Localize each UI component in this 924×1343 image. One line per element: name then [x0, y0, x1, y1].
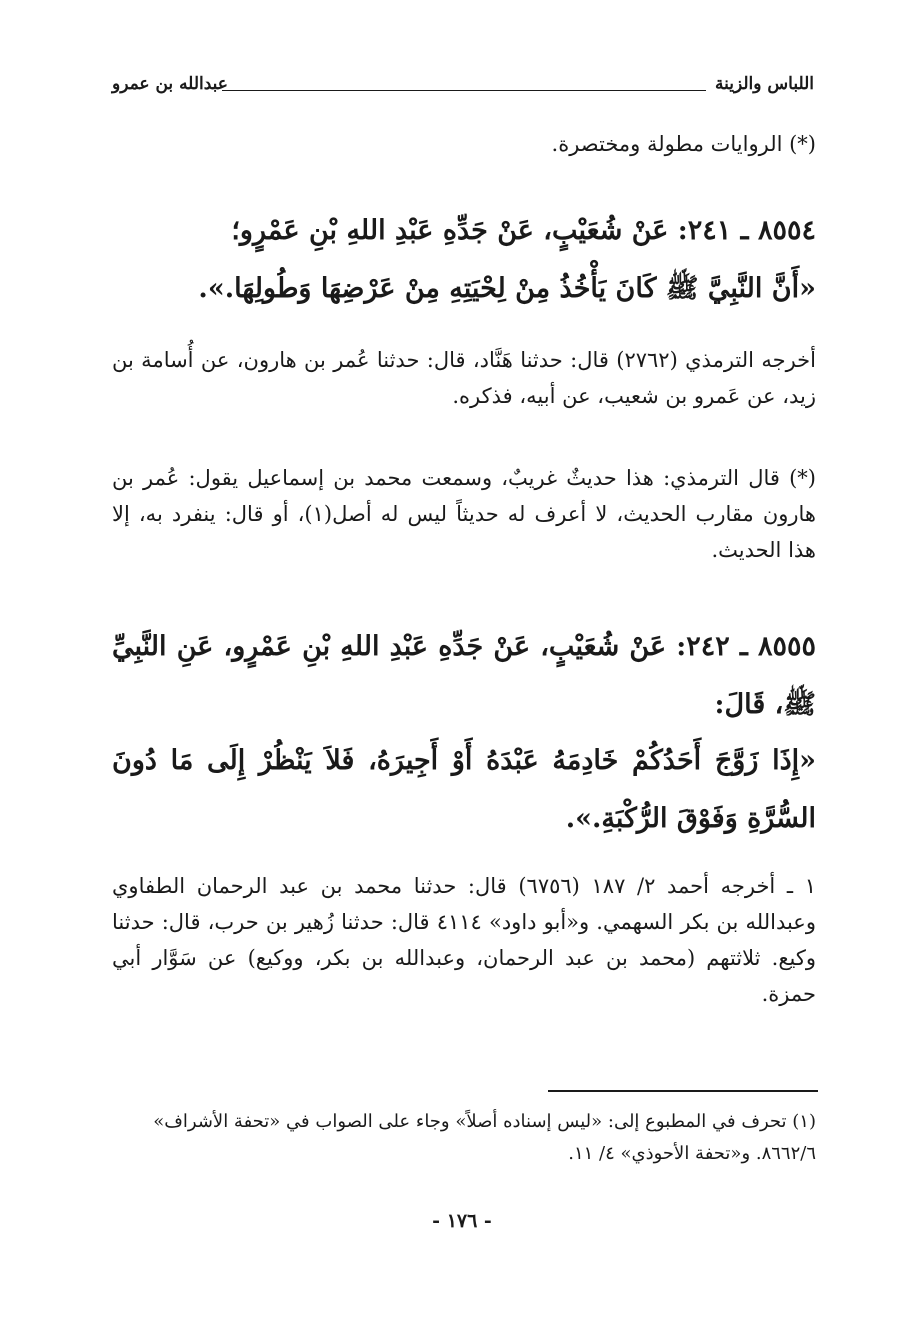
hadith-241-matn: «أَنَّ النَّبِيَّ ﷺ كَانَ يَأْخُذُ مِنْ لِحْيَتِهِ مِنْ عَرْضِهَا وَطُولِهَا.». [198, 273, 816, 304]
hadith-242-isnad: ٨٥٥٥ ـ ٢٤٢: عَنْ شُعَيْبٍ، عَنْ جَدِّهِ عَبْدِ اللهِ بْنِ عَمْرٍو، عَنِ النَّبِيِّ ﷺ، قَالَ: [112, 631, 816, 720]
page-number: - ١٧٦ - [432, 1210, 492, 1232]
note-riwayat [112, 126, 816, 162]
hadith-241-isnad: ٨٥٥٤ ـ ٢٤١: عَنْ شُعَيْبٍ، عَنْ جَدِّهِ عَبْدِ اللهِ بْنِ عَمْرٍو؛ [231, 215, 816, 246]
hadith-242-matn: «إِذَا زَوَّجَ أَحَدُكُمْ خَادِمَهُ عَبْدَهُ أَوْ أَجِيرَهُ، فَلاَ يَنْظُرْ إِلَى مَا دُونَ السُّرَّةِ وَفَوْقَ الرُّكْبَةِ.». [112, 745, 816, 834]
hadith-242-matn-block [112, 732, 816, 848]
header-rule [222, 90, 706, 91]
companion-name: عبدالله بن عمرو [112, 74, 228, 94]
footnote-1 [112, 1106, 816, 1170]
footnote-1-text: (١) تحرف في المطبوع إلى: «ليس إسناده أصلاً» وجاء على الصواب في «تحفة الأشراف» ٨٦٦٢/٦. و«تحفة الأحوذي» ٤/ ١١. [153, 1111, 816, 1164]
note-riwayat-text: (*) الروايات مطولة ومختصرة. [551, 132, 816, 156]
hadith-241 [112, 202, 816, 318]
hadith-242-takhrij-text: ١ ـ أخرجه أحمد ٢/ ١٨٧ (٦٧٥٦) قال: حدثنا محمد بن عبد الرحمان الطفاوي وعبدالله بن بكر السهمي. و«أبو داود» ٤١١٤ قال: حدثنا زُهير بن حرب، قال: حدثنا وكيع. ثلاثتهم (محمد بن عبد الرحمان، وعبدالله بن بكر، ووكيع) عن سَوَّار أبي حمزة. [112, 874, 816, 1006]
running-header [112, 66, 814, 110]
hadith-241-takhrij [112, 342, 816, 414]
hadith-242 [112, 618, 816, 734]
footnote-rule [548, 1090, 818, 1092]
tirmidhi-note [112, 460, 816, 568]
hadith-242-takhrij [112, 868, 816, 1012]
hadith-241-takhrij-text: أخرجه الترمذي (٢٧٦٢) قال: حدثنا هَنَّاد، قال: حدثنا عُمر بن هارون، عن أُسامة بن زيد، عن عَمرو بن شعيب، عن أبيه، فذكره. [112, 348, 816, 408]
tirmidhi-note-text: (*) قال الترمذي: هذا حديثٌ غريبٌ، وسمعت محمد بن إسماعيل يقول: عُمر بن هارون مقارب الحديث، لا أعرف له حديثاً ليس له أصل(١)، أو قال: ينفرد به، إلا هذا الحديث. [112, 466, 817, 562]
chapter-title: اللباس والزينة [715, 74, 814, 94]
